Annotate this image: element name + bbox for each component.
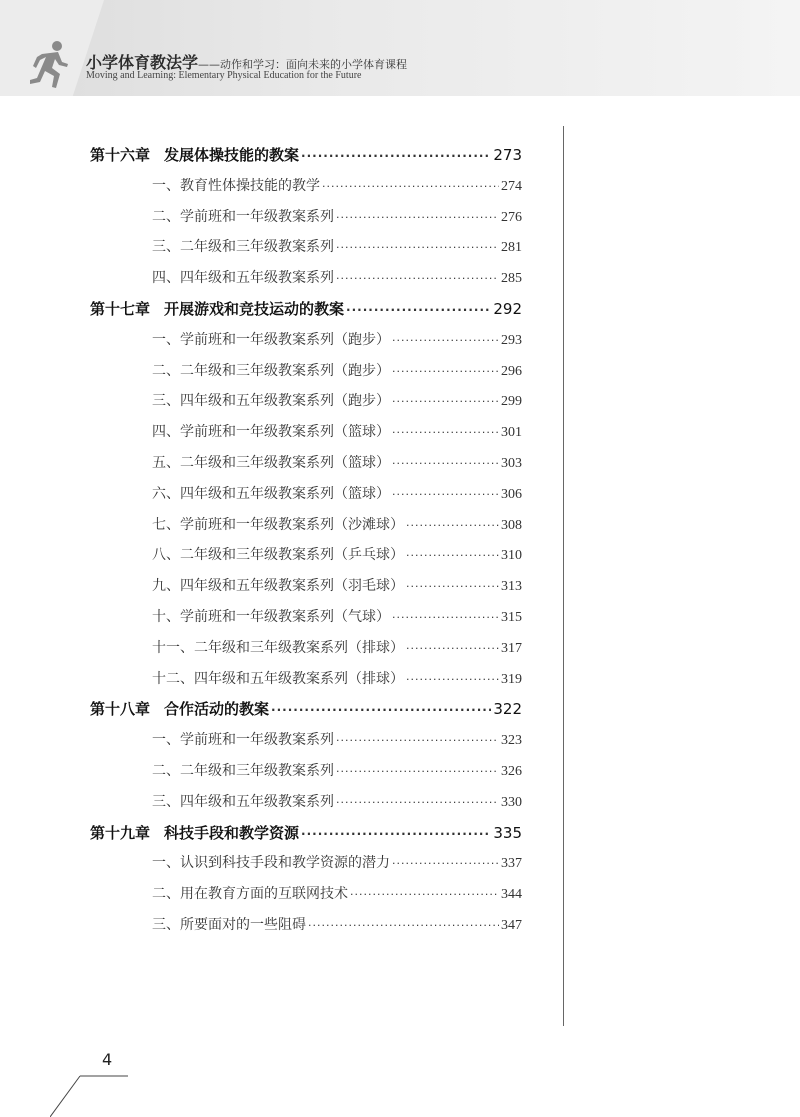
toc-section-entry[interactable]: [90, 175, 522, 206]
toc-leader-dots: [392, 457, 499, 470]
toc-page-number: 296: [501, 363, 522, 379]
toc-page-number: 281: [501, 240, 522, 256]
toc-section-title: 七、学前班和一年级教案系列（沙滩球）: [152, 516, 404, 533]
toc-section-title: 四、学前班和一年级教案系列（篮球）: [152, 424, 390, 441]
toc-page-number: 299: [501, 394, 522, 410]
toc-section-entry[interactable]: [90, 236, 522, 267]
toc-page-number: 310: [501, 548, 522, 564]
toc-page-number: 344: [501, 887, 522, 903]
toc-section-entry[interactable]: [90, 329, 522, 360]
toc-leader-dots: [392, 488, 499, 501]
toc-page-number: 335: [493, 823, 522, 842]
toc-section-title: 十二、四年级和五年级教案系列（排球）: [152, 670, 404, 687]
toc-section-title: 一、学前班和一年级教案系列: [152, 732, 334, 749]
toc-section-entry[interactable]: [90, 791, 522, 822]
toc-leader-dots: [392, 426, 499, 439]
toc-section-title: 十、学前班和一年级教案系列（气球）: [152, 608, 390, 625]
toc-leader-dots: [350, 888, 499, 901]
toc-section-title: 三、四年级和五年级教案系列: [152, 793, 334, 810]
toc-leader-dots: [301, 827, 491, 841]
toc-page-number: 347: [501, 917, 522, 933]
toc-leader-dots: [392, 611, 499, 624]
toc-section-entry[interactable]: [90, 668, 522, 699]
toc-section-title: 四、四年级和五年级教案系列: [152, 270, 334, 287]
toc-chapter-title: 开展游戏和竞技运动的教案: [164, 299, 345, 318]
toc-page-number: 273: [493, 146, 522, 164]
toc-section-title: 五、二年级和三年级教案系列（篮球）: [152, 454, 390, 471]
toc-section-entry[interactable]: [90, 267, 522, 298]
toc-section-title: 九、四年级和五年级教案系列（羽毛球）: [152, 578, 404, 595]
toc-chapter-entry[interactable]: [90, 144, 522, 175]
toc-leader-dots: [406, 580, 499, 593]
toc-section-title: 六、四年级和五年级教案系列（篮球）: [152, 485, 390, 502]
toc-chapter-heading: [90, 144, 299, 165]
toc-chapter-heading: [90, 298, 344, 319]
toc-section-title: 一、认识到科技手段和教学资源的潜力: [152, 855, 390, 872]
book-title-english: Moving and Learning: Elementary Physical Education for the Future: [86, 70, 362, 81]
toc-page-number: 337: [501, 856, 522, 872]
toc-section-title: 八、二年级和三年级教案系列（乒乓球）: [152, 547, 404, 564]
toc-leader-dots: [322, 180, 499, 193]
toc-section-title: 三、四年级和五年级教案系列（跑步）: [152, 393, 390, 410]
toc-chapter-heading: [90, 698, 269, 719]
toc-leader-dots: [406, 673, 499, 686]
toc-leader-dots: [392, 395, 499, 408]
toc-page-number: 276: [501, 209, 522, 225]
toc-leader-dots: [336, 765, 499, 778]
toc-section-title: 二、学前班和一年级教案系列: [152, 208, 334, 225]
toc-section-entry[interactable]: [90, 637, 522, 668]
toc-page-number: 317: [501, 640, 522, 656]
toc-leader-dots: [336, 272, 499, 285]
corner-decoration: [50, 1064, 140, 1117]
book-title-main: 小学体育教法学: [86, 53, 199, 72]
header-band: [0, 0, 800, 96]
toc-leader-dots: [301, 149, 491, 163]
toc-section-entry[interactable]: [90, 360, 522, 391]
toc-section-entry[interactable]: [90, 883, 522, 914]
toc-page-number: 285: [501, 271, 522, 287]
toc-section-entry[interactable]: [90, 575, 522, 606]
toc-section-entry[interactable]: [90, 544, 522, 575]
toc-leader-dots: [336, 211, 499, 224]
toc-chapter-entry[interactable]: [90, 298, 522, 329]
toc-chapter-number: 第十六章: [90, 146, 151, 164]
toc-section-title: 二、二年级和三年级教案系列: [152, 762, 334, 779]
toc-page-number: 274: [501, 178, 522, 194]
toc-leader-dots: [336, 796, 499, 809]
toc-page-number: 306: [501, 486, 522, 502]
toc-section-title: 二、用在教育方面的互联网技术: [152, 886, 348, 903]
toc-page-number: 308: [501, 517, 522, 533]
running-figure-icon: [28, 40, 72, 90]
toc-section-entry[interactable]: [90, 914, 522, 945]
toc-section-entry[interactable]: [90, 206, 522, 237]
toc-section-entry[interactable]: [90, 729, 522, 760]
toc-page-number: 293: [501, 332, 522, 348]
toc-page-number: 330: [501, 794, 522, 810]
toc-leader-dots: [336, 241, 499, 254]
toc-chapter-entry[interactable]: [90, 698, 522, 729]
toc-leader-dots: [392, 334, 499, 347]
toc-leader-dots: [308, 919, 499, 932]
toc-page-number: 292: [493, 299, 522, 318]
page-number: 4: [102, 1050, 113, 1069]
toc-section-title: 二、二年级和三年级教案系列（跑步）: [152, 362, 390, 379]
toc-chapter-number: 第十七章: [90, 299, 151, 318]
toc-chapter-entry[interactable]: [90, 822, 522, 853]
toc-section-entry[interactable]: [90, 390, 522, 421]
toc-page-number: 323: [501, 733, 522, 749]
toc-section-entry[interactable]: [90, 452, 522, 483]
toc-leader-dots: [406, 549, 499, 562]
toc-page-number: 319: [501, 671, 522, 687]
toc-leader-dots: [392, 857, 499, 870]
toc-section-entry[interactable]: [90, 421, 522, 452]
toc-page-number: 326: [501, 763, 522, 779]
toc-leader-dots: [406, 642, 499, 655]
toc-leader-dots: [406, 519, 499, 532]
book-subtitle: ——动作和学习：面向未来的小学体育课程: [198, 58, 408, 71]
toc-chapter-title: 发展体操技能的教案: [164, 146, 300, 164]
toc-leader-dots: [336, 734, 499, 747]
toc-chapter-heading: [90, 822, 299, 843]
toc-section-entry[interactable]: [90, 760, 522, 791]
toc-section-entry[interactable]: [90, 606, 522, 637]
toc-chapter-number: 第十九章: [90, 823, 151, 842]
toc-section-entry[interactable]: [90, 514, 522, 545]
toc-page-number: 303: [501, 455, 522, 471]
toc-page-number: 313: [501, 579, 522, 595]
toc-section-title: 一、学前班和一年级教案系列（跑步）: [152, 331, 390, 348]
toc-section-title: 三、二年级和三年级教案系列: [152, 239, 334, 256]
toc-section-entry[interactable]: [90, 852, 522, 883]
toc-chapter-title: 合作活动的教案: [164, 700, 270, 719]
toc-page-number: 315: [501, 609, 522, 625]
toc-page-number: 322: [493, 700, 522, 719]
toc-section-title: 三、所要面对的一些阻碍: [152, 916, 306, 933]
toc-section-title: 一、教育性体操技能的教学: [152, 177, 320, 194]
toc-chapter-number: 第十八章: [90, 700, 151, 719]
toc-leader-dots: [346, 303, 491, 317]
table-of-contents: [90, 144, 522, 945]
toc-chapter-title: 科技手段和教学资源: [164, 823, 300, 842]
toc-section-title: 十一、二年级和三年级教案系列（排球）: [152, 639, 404, 656]
vertical-rule: [563, 126, 564, 1026]
toc-leader-dots: [392, 365, 499, 378]
toc-page-number: 301: [501, 425, 522, 441]
toc-leader-dots: [271, 703, 491, 717]
toc-section-entry[interactable]: [90, 483, 522, 514]
